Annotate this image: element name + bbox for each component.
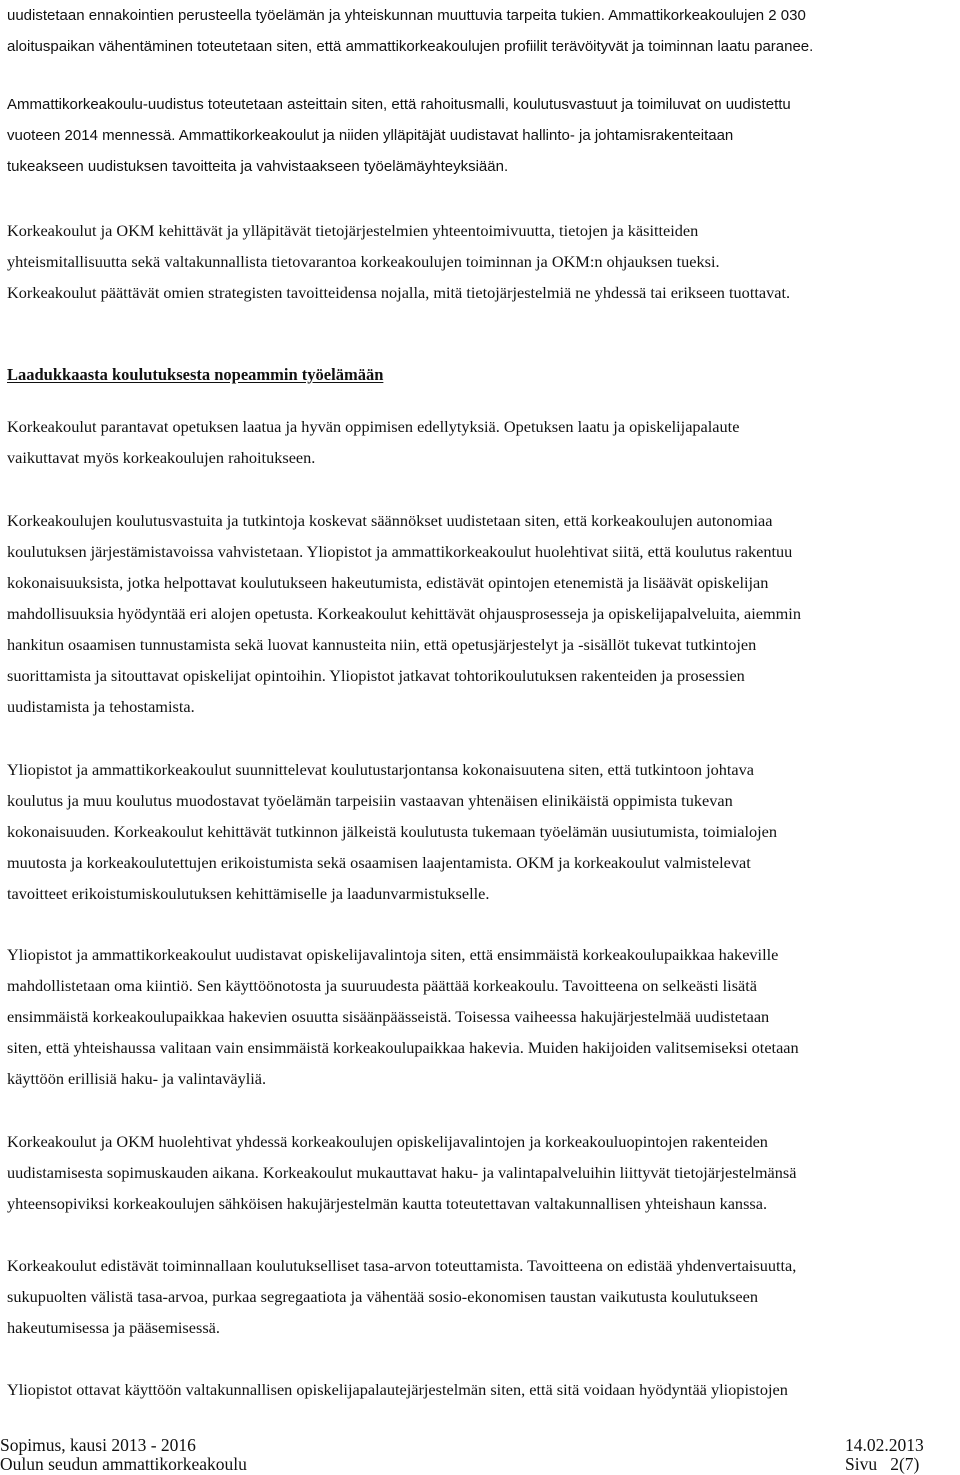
paragraph-line: Korkeakoulut ja OKM kehittävät ja ylläpitävät tietojärjestelmien yhteentoimivuutta, tietojen ja käsitteiden <box>7 221 699 240</box>
paragraph-line: uudistetaan ennakointien perusteella työelämän ja yhteiskunnan muuttuvia tarpeita tukien. Ammattikorkeakoulujen 2 030 <box>7 7 806 24</box>
paragraph-line: koulutus ja muu koulutus muodostavat työelämän tarpeisiin vastaavan yhtenäisen elinikäistä oppimista tukevan <box>7 791 733 810</box>
paragraph-line: tavoitteet erikoistumiskoulutuksen kehittämiselle ja laadunvarmistukselle. <box>7 884 490 903</box>
paragraph-line: tukeakseen uudistuksen tavoitteita ja vahvistaakseen työelämäyhteyksiään. <box>7 158 509 175</box>
paragraph-line: Korkeakoulut parantavat opetuksen laatua ja hyvän oppimisen edellytyksiä. Opetuksen laatu ja opiskelijapalaute <box>7 417 740 436</box>
paragraph-line: Korkeakoulujen koulutusvastuita ja tutkintoja koskevat säännökset uudistetaan siten, että korkeakoulujen autonomiaa <box>7 511 773 530</box>
paragraph-line: siten, että yhteishaussa valitaan vain ensimmäistä korkeakoulupaikkaa hakevia. Muiden hakijoiden valitsemiseksi otetaan <box>7 1038 799 1057</box>
paragraph-8 <box>7 1126 957 1219</box>
footer-institution: Oulun seudun ammattikorkeakoulu <box>0 1454 247 1474</box>
paragraph-line: Ammattikorkeakoulu-uudistus toteutetaan asteittain siten, että rahoitusmalli, koulutusvastuut ja toimiluvat on uudistettu <box>7 96 791 113</box>
paragraph-line: sukupuolten välistä tasa-arvoa, purkaa segregaatiota ja vähentää sosio-ekonomisen taustan vaikutusta koulutukseen <box>7 1287 758 1306</box>
paragraph-10 <box>7 1374 957 1405</box>
paragraph-line: koulutuksen järjestämistavoissa vahvistetaan. Yliopistot ja ammattikorkeakoulut huolehtivat siitä, että koulutus rakentuu <box>7 542 793 561</box>
paragraph-line: kokonaisuuksista, jotka helpottavat koulutukseen hakeutumista, edistävät opintojen etenemistä ja lisäävät opiskelijan <box>7 573 769 592</box>
paragraph-5 <box>7 505 957 722</box>
paragraph-line: Yliopistot ottavat käyttöön valtakunnallisen opiskelijapalautejärjestelmän siten, että sitä voidaan hyödyntää yliopistojen <box>7 1380 788 1399</box>
section-heading: Laadukkaasta koulutuksesta nopeammin työelämään <box>7 365 384 384</box>
paragraph-line: vuoteen 2014 mennessä. Ammattikorkeakoulut ja niiden ylläpitäjät uudistavat hallinto- ja johtamisrakenteitaan <box>7 127 734 144</box>
paragraph-line: yhteensopiviksi korkeakoulujen sähköisen hakujärjestelmän kautta toteutettavan valtakunnallisen yhteishaun kanssa. <box>7 1194 768 1213</box>
paragraph-line: hakeutumisessa ja pääsemisessä. <box>7 1318 220 1337</box>
paragraph-line: mahdollistetaan oma kiintiö. Sen käyttöönotosta ja suuruudesta päättää korkeakoulu. Tavoitteena on selkeästi lisätä <box>7 976 758 995</box>
paragraph-7 <box>7 939 957 1094</box>
paragraph-1 <box>7 0 957 62</box>
paragraph-line: ensimmäistä korkeakoulupaikkaa hakevien osuutta sisäänpäässeistä. Toisessa vaiheessa hakujärjestelmää uudistetaan <box>7 1007 770 1026</box>
paragraph-9 <box>7 1250 957 1343</box>
paragraph-line: Yliopistot ja ammattikorkeakoulut suunnittelevat koulutustarjontansa kokonaisuutena siten, että tutkintoon johtava <box>7 760 754 779</box>
footer-date: 14.02.2013 <box>845 1435 924 1455</box>
paragraph-3 <box>7 215 957 308</box>
paragraph-line: mahdollisuuksia hyödyntää eri alojen opetusta. Korkeakoulut kehittävät ohjausprosesseja ja opiskelijapalveluita, aiemmin <box>7 604 801 623</box>
paragraph-line: suorittamista ja sitouttavat opiskelijat opintoihin. Yliopistot jatkavat tohtorikoulutuksen rakenteiden ja prosessien <box>7 666 745 685</box>
paragraph-line: yhteismitallisuutta sekä valtakunnallista tietovarantoa korkeakoulujen toiminnan ja OKM:n ohjauksen tueksi. <box>7 252 720 271</box>
paragraph-2 <box>7 89 957 182</box>
paragraph-line: kokonaisuuden. Korkeakoulut kehittävät tutkinnon jälkeistä koulutusta tukemaan työelämän uusiutumista, toimialojen <box>7 822 778 841</box>
paragraph-line: Korkeakoulut päättävät omien strategisten tavoitteidensa nojalla, mitä tietojärjestelmiä ne yhdessä tai erikseen tuottavat. <box>7 283 791 302</box>
paragraph-line: Yliopistot ja ammattikorkeakoulut uudistavat opiskelijavalintoja siten, että ensimmäistä korkeakoulupaikkaa hakeville <box>7 945 779 964</box>
paragraph-6 <box>7 754 957 909</box>
paragraph-line: muutosta ja korkeakoulutettujen erikoistumista sekä osaamisen laajentamista. OKM ja korkeakoulut valmistelevat <box>7 853 751 872</box>
paragraph-line: käyttöön erillisiä haku- ja valintaväyliä. <box>7 1069 267 1088</box>
footer-page-number: Sivu 2(7) <box>845 1454 920 1474</box>
footer-agreement-period: Sopimus, kausi 2013 - 2016 <box>0 1435 196 1455</box>
paragraph-4 <box>7 411 957 473</box>
paragraph-line: hankitun osaamisen tunnustamista sekä luovat kannusteita niin, että opetusjärjestelyt ja -sisällöt tukevat tutkintojen <box>7 635 757 654</box>
paragraph-line: uudistamisesta sopimuskauden aikana. Korkeakoulut mukauttavat haku- ja valintapalveluihin liittyvät tietojärjestelmänsä <box>7 1163 797 1182</box>
paragraph-line: uudistamista ja tehostamista. <box>7 697 195 716</box>
paragraph-line: Korkeakoulut edistävät toiminnallaan koulutukselliset tasa-arvon toteuttamista. Tavoitteena on edistää yhdenvertaisuutta, <box>7 1256 797 1275</box>
paragraph-line: Korkeakoulut ja OKM huolehtivat yhdessä korkeakoulujen opiskelijavalintojen ja korkeakouluopintojen rakenteiden <box>7 1132 768 1151</box>
paragraph-line: aloituspaikan vähentäminen toteutetaan siten, että ammattikorkeakoulujen profiilit terävöityvät ja toiminnan laatu paranee. <box>7 38 814 55</box>
paragraph-line: vaikuttavat myös korkeakoulujen rahoitukseen. <box>7 448 316 467</box>
